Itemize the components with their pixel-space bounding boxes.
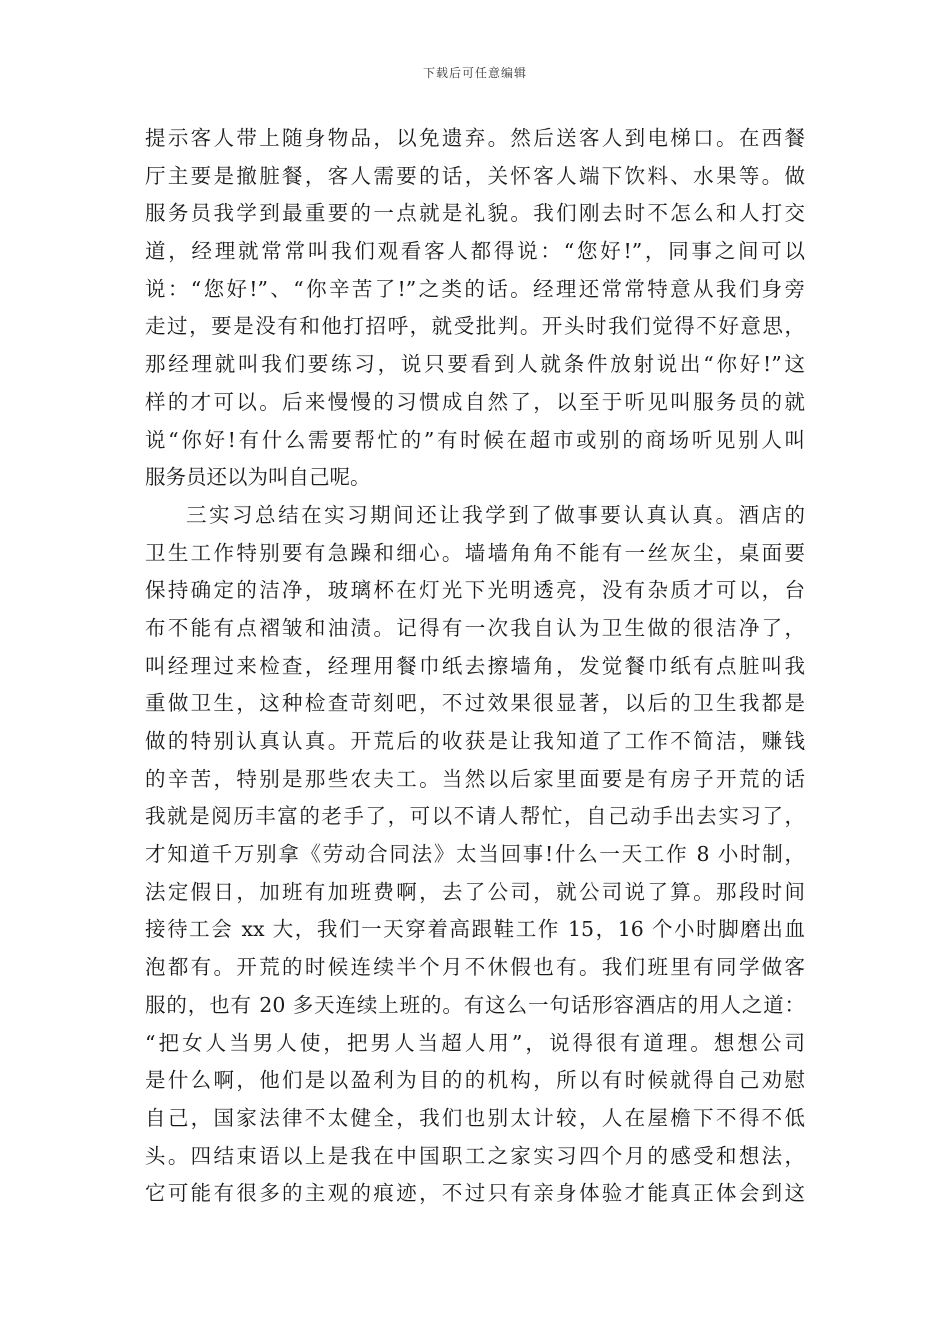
document-body — [145, 120, 805, 1213]
text-line: 接待工会 xx 大，我们一天穿着高跟鞋工作 15，16 个小时脚磨出血 — [145, 917, 805, 942]
paragraph — [145, 120, 805, 497]
text-line: 服务员我学到最重要的一点就是礼貌。我们刚去时不怎么和人打交 — [145, 201, 805, 226]
text-line: 法定假日，加班有加班费啊，去了公司，就公司说了算。那段时间 — [145, 879, 805, 904]
text-line: 服务员还以为叫自己呢。 — [145, 465, 371, 490]
text-line: 我就是阅历丰富的老手了，可以不请人帮忙，自己动手出去实习了， — [145, 804, 805, 829]
text-line: 才知道千万别拿《劳动合同法》太当回事!什么一天工作 8 小时制， — [145, 842, 805, 867]
page-header: 下载后可任意编辑 — [422, 66, 527, 80]
text-line: 样的才可以。后来慢慢的习惯成自然了，以至于听见叫服务员的就 — [145, 389, 805, 414]
text-line: 走过，要是没有和他打招呼，就受批判。开头时我们觉得不好意思， — [145, 314, 805, 339]
text-line: 服的，也有 20 多天连续上班的。有这么一句话形容酒店的用人之道： — [145, 992, 805, 1017]
text-line: 保持确定的洁净，玻璃杯在灯光下光明透亮，没有杂质才可以，台 — [145, 578, 805, 603]
text-line: 说：“您好!”、“你辛苦了!”之类的话。经理还常常特意从我们身旁 — [145, 276, 805, 301]
text-line: 那经理就叫我们要练习，说只要看到人就条件放射说出“你好!”这 — [145, 352, 805, 377]
paragraph — [145, 497, 805, 1213]
text-line: 的辛苦，特别是那些农夫工。当然以后家里面要是有房子开荒的话 — [145, 766, 805, 791]
text-line: 卫生工作特别要有急躁和细心。墙墙角角不能有一丝灰尘，桌面要 — [145, 540, 805, 565]
text-line: 提示客人带上随身物品，以免遗弃。然后送客人到电梯口。在西餐 — [145, 126, 805, 150]
text-line: 头。四结束语以上是我在中国职工之家实习四个月的感受和想法， — [145, 1143, 805, 1168]
text-line: 自己，国家法律不太健全，我们也别太计较，人在屋檐下不得不低 — [145, 1105, 805, 1130]
text-line: “把女人当男人使，把男人当超人用”，说得很有道理。想想公司 — [145, 1030, 805, 1055]
text-line: 重做卫生，这种检查苛刻吧，不过效果很显著，以后的卫生我都是 — [145, 691, 805, 716]
text-line: 叫经理过来检查，经理用餐巾纸去擦墙角，发觉餐巾纸有点脏叫我 — [145, 653, 805, 678]
text-line: 道，经理就常常叫我们观看客人都得说：“您好!”，同事之间可以 — [145, 239, 805, 264]
text-line: 是什么啊，他们是以盈利为目的的机构，所以有时候就得自己劝慰 — [145, 1068, 805, 1093]
text-line: 三实习总结在实习期间还让我学到了做事要认真认真。酒店的 — [186, 502, 805, 527]
text-line: 布不能有点褶皱和油渍。记得有一次我自认为卫生做的很洁净了， — [145, 615, 805, 640]
text-line: 泡都有。开荒的时候连续半个月不休假也有。我们班里有同学做客 — [145, 955, 805, 980]
text-line: 说“你好!有什么需要帮忙的”有时候在超市或别的商场听见别人叫 — [145, 427, 805, 452]
text-line: 做的特别认真认真。开荒后的收获是让我知道了工作不简洁，赚钱 — [145, 729, 805, 753]
text-line: 它可能有很多的主观的痕迹，不过只有亲身体验才能真正体会到这 — [145, 1181, 805, 1206]
text-line: 厅主要是撤脏餐，客人需要的话，关怀客人端下饮料、水果等。做 — [145, 163, 805, 188]
